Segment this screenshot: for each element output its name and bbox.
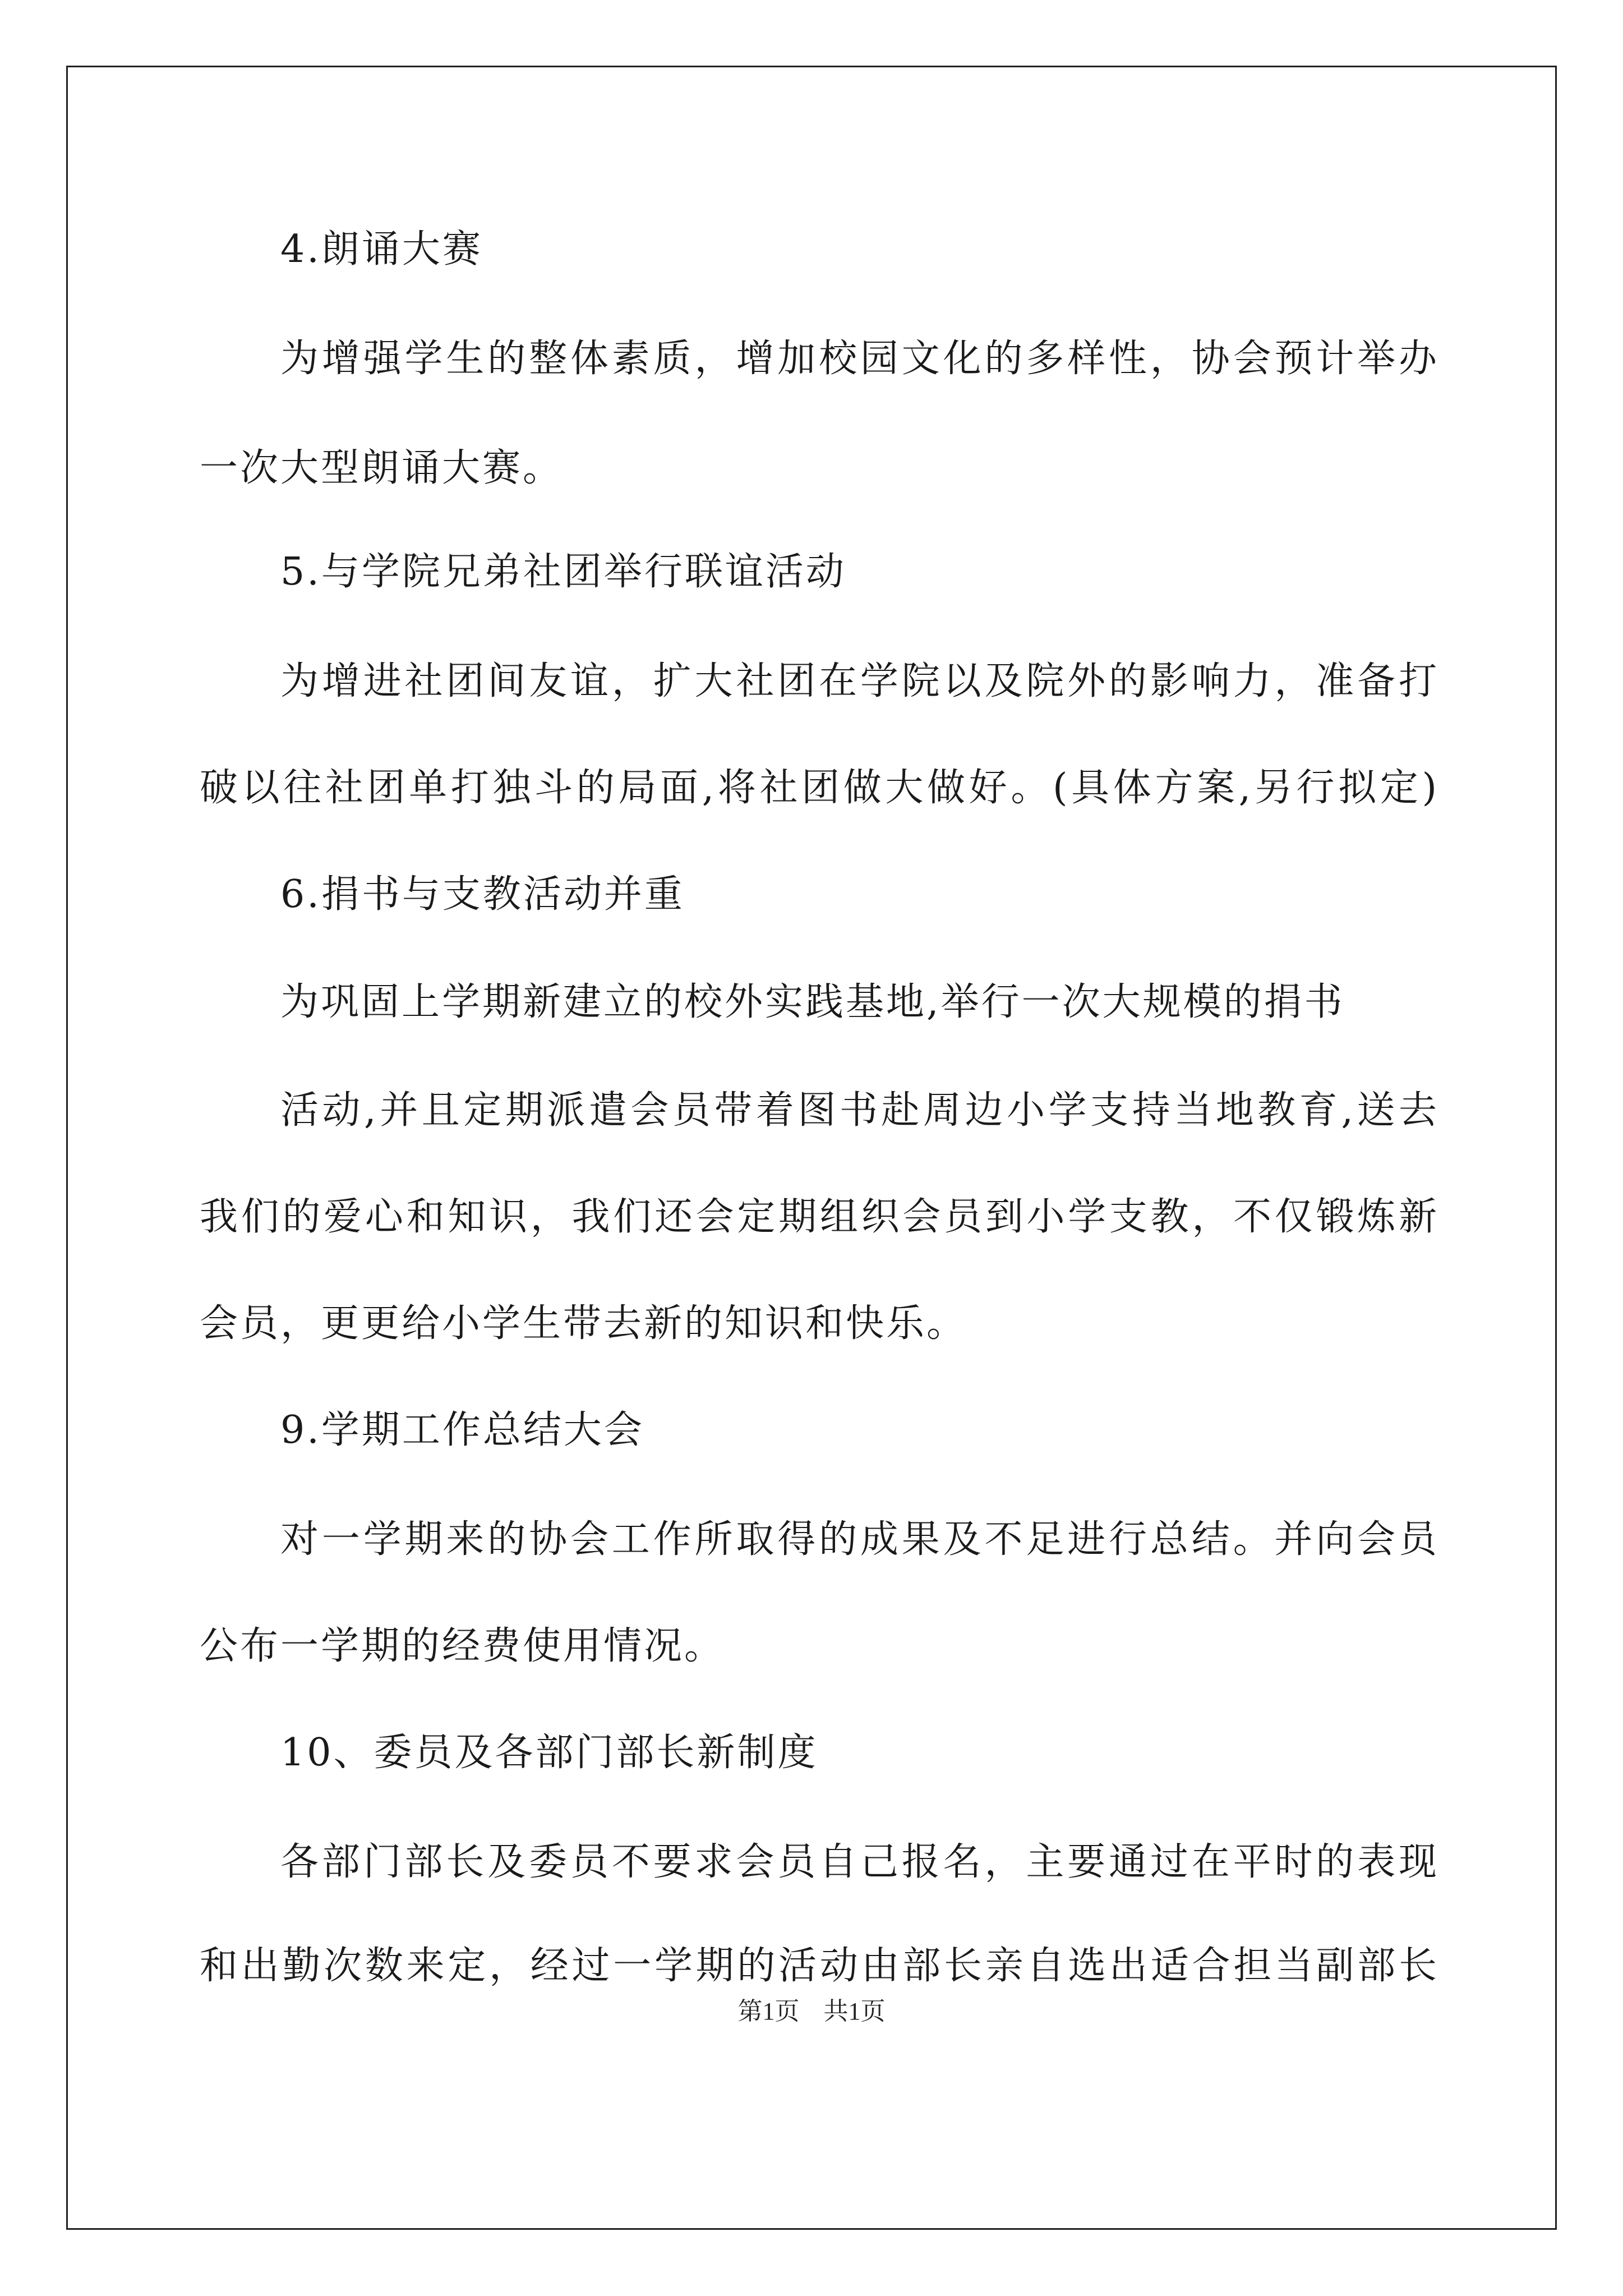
paragraph-line: 活动,并且定期派遣会员带着图书赴周边小学支持当地教育,送去 bbox=[280, 1088, 1439, 1133]
heading-recitation-contest: 4.朗诵大赛 bbox=[280, 227, 483, 272]
heading-fellowship-activity: 5.与学院兄弟社团举行联谊活动 bbox=[280, 550, 846, 594]
paragraph-line: 破以往社团单打独斗的局面,将社团做大做好。(具体方案,另行拟定) bbox=[200, 766, 1439, 810]
paragraph-line: 我们的爱心和知识，我们还会定期组织会员到小学支教，不仅锻炼新 bbox=[200, 1195, 1439, 1239]
paragraph-line: 为增强学生的整体素质，增加校园文化的多样性，协会预计举办 bbox=[280, 337, 1439, 381]
heading-committee-system: 10、委员及各部门部长新制度 bbox=[280, 1731, 818, 1775]
paragraph-line: 一次大型朗诵大赛。 bbox=[200, 446, 564, 490]
paragraph-line: 为增进社团间友谊，扩大社团在学院以及院外的影响力，准备打 bbox=[280, 659, 1439, 703]
paragraph-line: 会员，更更给小学生带去新的知识和快乐。 bbox=[200, 1301, 967, 1346]
page-number-current: 第1页 bbox=[737, 1998, 800, 2025]
page-footer bbox=[0, 1995, 1623, 2028]
paragraph-line: 为巩固上学期新建立的校外实践基地,举行一次大规模的捐书 bbox=[280, 980, 1345, 1024]
heading-semester-summary: 9.学期工作总结大会 bbox=[280, 1408, 644, 1452]
heading-book-donation: 6.捐书与支教活动并重 bbox=[280, 872, 685, 917]
page-number-total: 共1页 bbox=[823, 1998, 886, 2025]
paragraph-line: 和出勤次数来定，经过一学期的活动由部长亲自选出适合担当副部长 bbox=[200, 1944, 1439, 1988]
paragraph-line: 公布一学期的经费使用情况。 bbox=[200, 1624, 725, 1668]
paragraph-line: 各部门部长及委员不要求会员自己报名，主要通过在平时的表现 bbox=[280, 1840, 1439, 1884]
paragraph-line: 对一学期来的协会工作所取得的成果及不足进行总结。并向会员 bbox=[280, 1517, 1439, 1562]
